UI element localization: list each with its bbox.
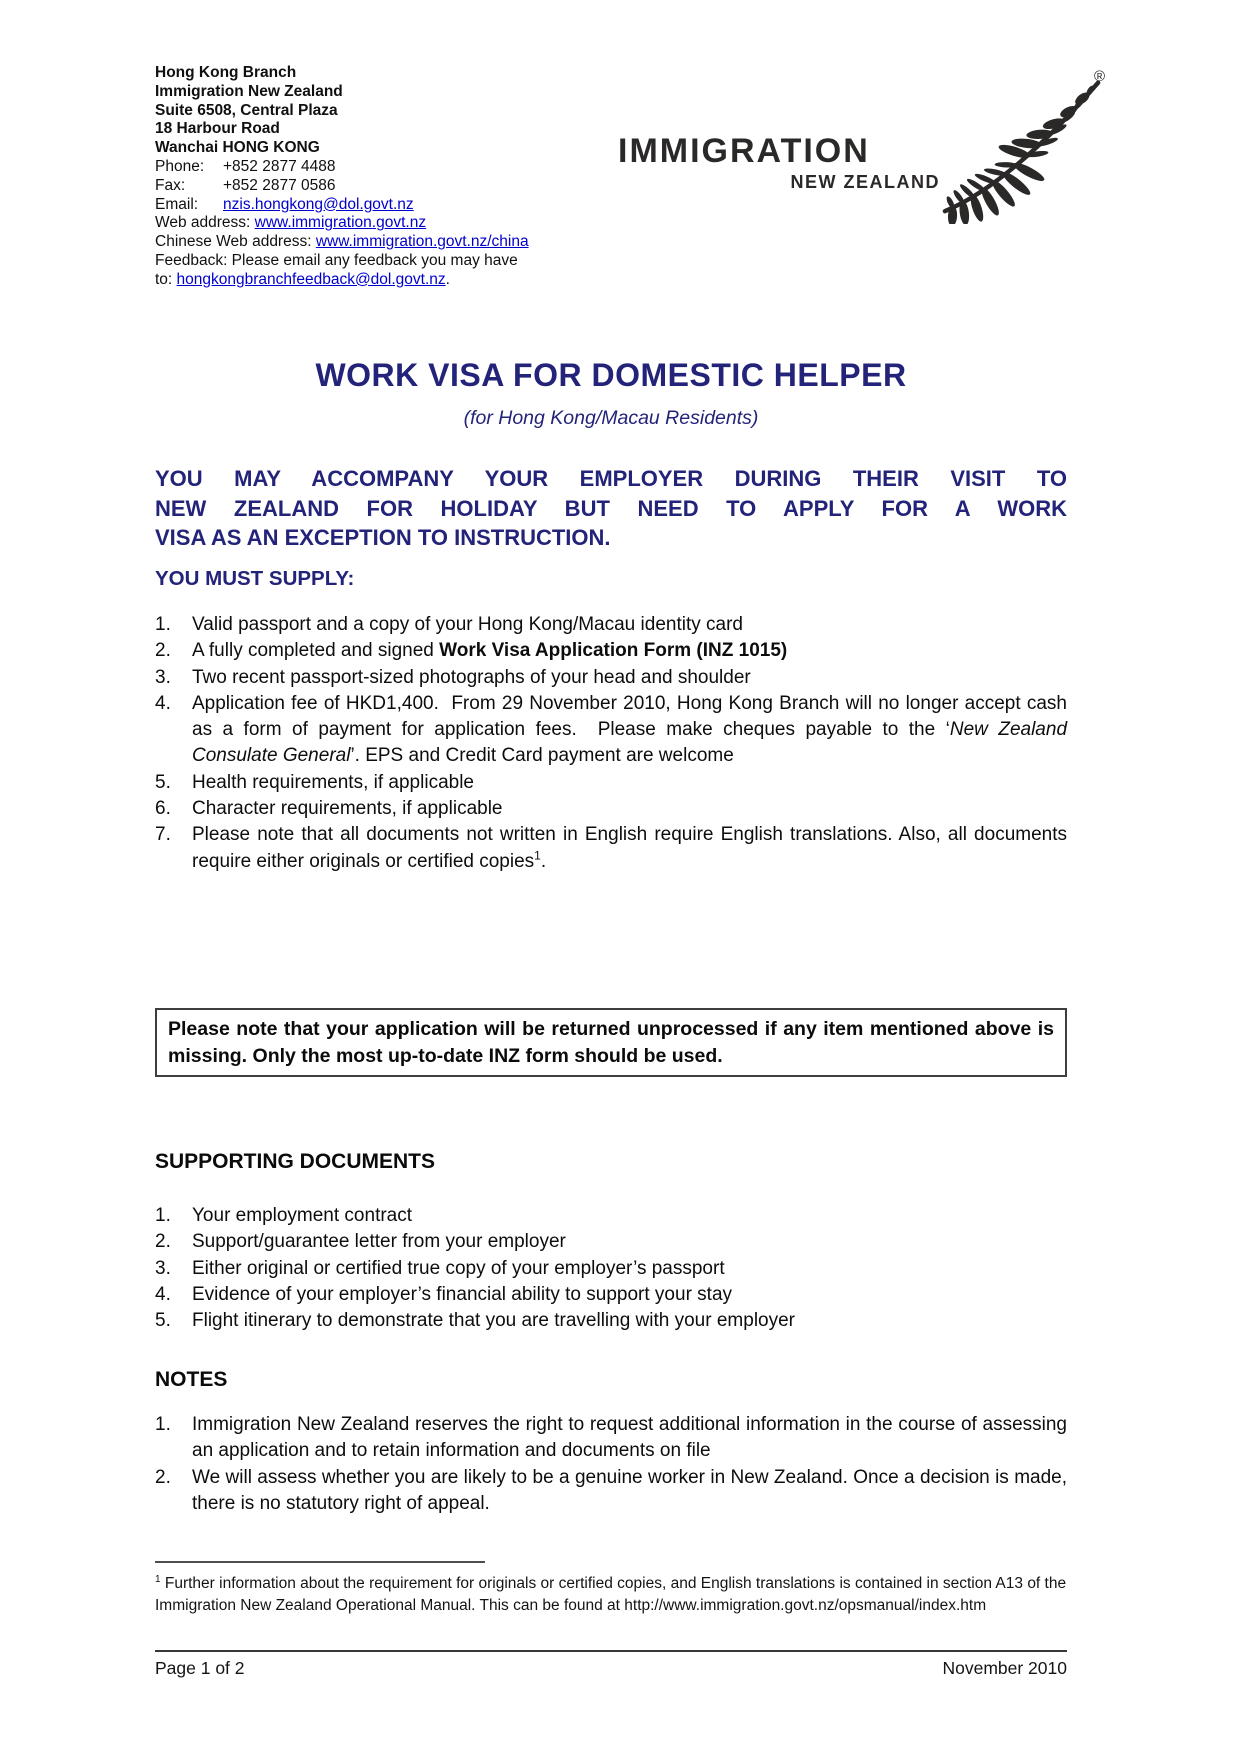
footnote-ref: 1 <box>155 1573 161 1585</box>
text-segment: Please note that all documents not written in English require English translations. Also, all documents require either originals or certified copies <box>192 824 1067 872</box>
notes-heading: NOTES <box>155 1368 228 1391</box>
text-segment: Valid passport and a copy of your Hong Kong/Macau identity card <box>192 614 743 635</box>
footnote-separator <box>155 1561 485 1563</box>
page-content <box>155 0 1106 1754</box>
document-title: WORK VISA FOR DOMESTIC HELPER <box>315 357 907 393</box>
list-number: 3. <box>155 1257 171 1279</box>
warning-box: Please note that your application will be returned unprocessed if any item mentioned above is missing. Only the most up-to-date INZ form should be used. <box>155 1008 1067 1077</box>
list-item-text <box>192 1205 412 1226</box>
text-line: NEW ZEALAND FOR HOLIDAY BUT NEED TO APPLY FOR A WORK <box>155 495 1067 521</box>
list-number: 7. <box>155 824 171 846</box>
list-number: 4. <box>155 1283 171 1305</box>
intro-paragraph <box>155 464 1067 553</box>
text-segment: . <box>445 270 450 288</box>
text-line <box>155 214 529 233</box>
text-line <box>155 177 529 196</box>
supply-heading: YOU MUST SUPPLY: <box>155 567 355 590</box>
text-segment: Suite 6508, Central Plaza <box>155 101 338 119</box>
list-item <box>155 770 1067 796</box>
footnote <box>155 1573 1067 1616</box>
list-number: 2. <box>155 1231 171 1253</box>
link[interactable]: nzis.hongkong@dol.govt.nz <box>223 195 414 213</box>
text-segment: A fully completed and signed <box>192 640 440 662</box>
list-item <box>155 691 1067 770</box>
contact-label: Fax: <box>155 176 186 194</box>
text-segment: +852 2877 0586 <box>223 176 336 194</box>
list-item <box>155 1203 1067 1229</box>
list-number: 6. <box>155 798 171 820</box>
list-item <box>155 612 1067 638</box>
list-item <box>155 665 1067 691</box>
list-item <box>155 1256 1067 1282</box>
text-segment: Work Visa Application Form (INZ 1015) <box>439 640 788 662</box>
list-item-text <box>192 1258 725 1279</box>
text-segment: Your employment contract <box>192 1205 413 1226</box>
text-line <box>155 1573 1067 1616</box>
list-number: 3. <box>155 666 171 688</box>
supply-list <box>155 612 1067 875</box>
text-segment: Either original or certified true copy of your employer’s passport <box>192 1257 725 1279</box>
text-line <box>155 158 529 177</box>
link[interactable]: www.immigration.govt.nz/china <box>315 233 529 251</box>
text-segment: Hong Kong Branch <box>155 64 297 81</box>
letterhead-contacts <box>155 158 529 290</box>
text-line <box>155 271 529 290</box>
list-item <box>155 1229 1067 1255</box>
list-item-text <box>192 640 787 661</box>
text-segment: We will assess whether you are likely to be a genuine worker in New Zealand. Once a decision is made, there is no statutory right of appeal. <box>192 1466 1067 1514</box>
list-item <box>155 1282 1067 1308</box>
text-segment: Further information about the requirement for originals or certified copies, and English translations is contained in section A13 of the Immigration New Zealand Operational Manual. This can be found at http://www.immigration.govt.nz/opsmanual/index.htm <box>155 1575 1067 1614</box>
list-item <box>155 1308 1067 1334</box>
text-segment: 18 Harbour Road <box>155 120 280 138</box>
list-number: 2. <box>155 640 171 662</box>
text-segment: ’. EPS and Credit Card payment are welcome <box>350 745 734 767</box>
page-number: Page 1 of 2 <box>155 1658 245 1678</box>
letterhead <box>155 64 529 290</box>
footer-date: November 2010 <box>942 1658 1067 1678</box>
footnote-ref: 1 <box>534 848 541 863</box>
registered-trademark-icon: ® <box>1094 68 1106 85</box>
notes-list <box>155 1412 1067 1517</box>
letterhead-address <box>155 64 529 158</box>
text-line <box>155 252 529 271</box>
text-line: YOU MAY ACCOMPANY YOUR EMPLOYER DURING THEIR VISIT TO <box>155 466 1067 491</box>
text-line <box>155 83 529 102</box>
list-item <box>155 638 1067 664</box>
text-segment: . <box>540 850 547 872</box>
list-item-text <box>192 1467 1067 1514</box>
list-item <box>155 796 1067 822</box>
contact-label: Email: <box>155 195 199 213</box>
logo-wordmark: IMMIGRATION <box>618 132 870 170</box>
supporting-documents-heading: SUPPORTING DOCUMENTS <box>155 1150 436 1173</box>
text-segment: Character requirements, if applicable <box>192 798 503 820</box>
list-item-text <box>192 1414 1067 1461</box>
text-segment: Two recent passport-sized photographs of your head and shoulder <box>192 666 751 688</box>
text-line <box>155 102 529 121</box>
text-segment: Health requirements, if applicable <box>192 771 474 793</box>
text-segment: New Zealand Consulate General <box>192 719 1068 767</box>
text-line <box>155 64 529 83</box>
list-item-text <box>192 772 474 793</box>
list-number: 2. <box>155 1466 171 1488</box>
link[interactable]: hongkongbranchfeedback@dol.govt.nz <box>176 270 446 288</box>
text-segment: +852 2877 4488 <box>223 157 336 175</box>
list-item-text <box>192 1231 566 1252</box>
text-segment: to: <box>155 270 177 288</box>
text-segment: Feedback: Please email any feedback you may have <box>155 251 518 269</box>
page-footer <box>155 1650 1067 1679</box>
list-item-text <box>192 667 751 688</box>
list-item-text <box>192 614 743 635</box>
inz-logo <box>618 56 1113 232</box>
list-item <box>155 822 1067 875</box>
text-segment: Wanchai HONG KONG <box>155 139 320 157</box>
list-number: 1. <box>155 1205 171 1226</box>
text-segment: Web address: <box>155 214 255 232</box>
text-line <box>155 233 529 252</box>
text-segment: Support/guarantee letter from your employer <box>192 1231 566 1253</box>
text-segment: Immigration New Zealand <box>155 82 343 100</box>
silver-fern-icon <box>938 62 1106 224</box>
list-number: 5. <box>155 1310 171 1332</box>
list-item-text <box>192 824 1067 871</box>
contact-label: Phone: <box>155 157 205 175</box>
text-segment: Evidence of your employer’s financial ability to support your stay <box>192 1283 733 1305</box>
supporting-documents-list <box>155 1203 1067 1334</box>
logo-subtext: NEW ZEALAND <box>790 172 940 192</box>
list-item-text <box>192 1284 732 1305</box>
list-item <box>155 1465 1067 1518</box>
list-number: 4. <box>155 692 171 714</box>
text-line <box>155 139 529 158</box>
text-line <box>155 120 529 139</box>
list-number: 1. <box>155 614 171 635</box>
text-line: VISA AS AN EXCEPTION TO INSTRUCTION. <box>155 525 611 550</box>
link[interactable]: www.immigration.govt.nz <box>254 214 427 232</box>
list-number: 1. <box>155 1414 171 1435</box>
text-segment: Chinese Web address: <box>155 233 316 251</box>
text-segment: Flight itinerary to demonstrate that you are travelling with your employer <box>192 1310 795 1332</box>
text-segment: Application fee of HKD1,400. From 29 November 2010, Hong Kong Branch will no longer accept cash as a form of payment for application fees. Please make cheques payable to the ‘ <box>192 692 1067 741</box>
text-line <box>155 196 529 215</box>
list-item-text <box>192 798 503 819</box>
document-subtitle: (for Hong Kong/Macau Residents) <box>463 407 759 429</box>
list-item <box>155 1412 1067 1465</box>
list-item-text <box>192 1310 795 1331</box>
list-number: 5. <box>155 771 171 793</box>
list-item-text <box>192 693 1067 767</box>
text-segment: Immigration New Zealand reserves the right to request additional information in the course of assessing an application and to retain information and documents on file <box>192 1414 1067 1462</box>
